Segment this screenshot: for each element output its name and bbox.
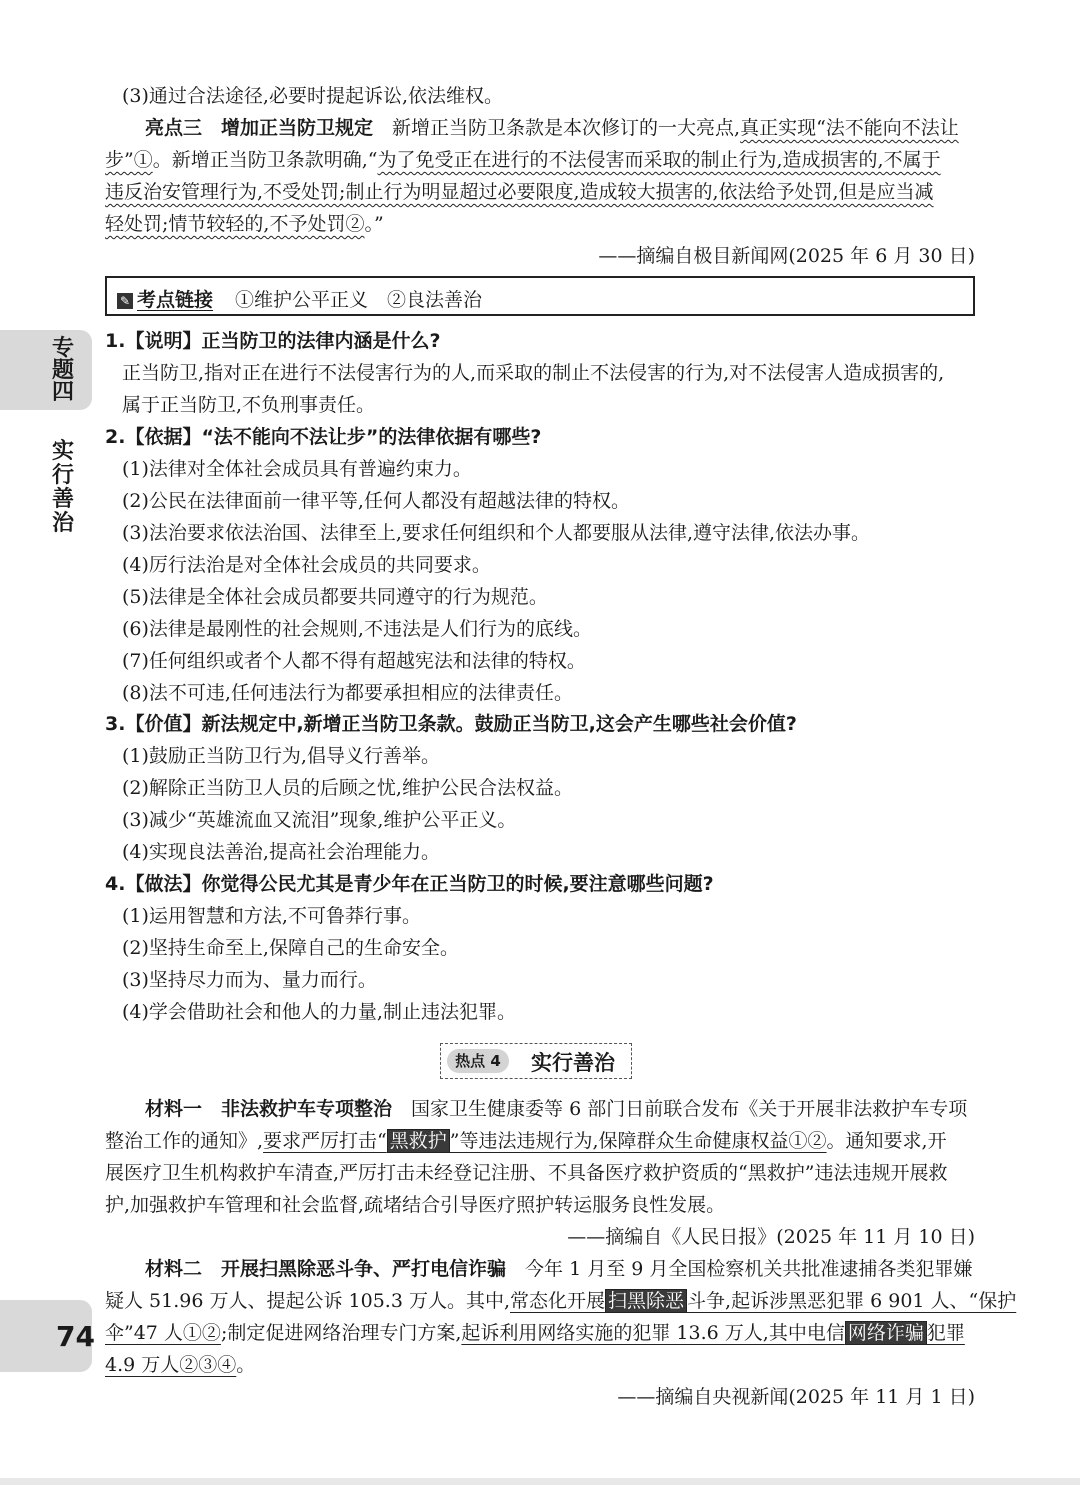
question-4-answer: (4)学会借助社会和他人的力量,制止违法犯罪。 <box>122 1001 516 1023</box>
highlight3-line2: 步”①。新增正当防卫条款明确,“为了免受正在进行的不法侵害而采取的制止行为,造成损害的,不属于 <box>105 149 941 171</box>
hot-point-title: 实行善治 <box>531 1051 615 1075</box>
question-2-answer: (3)法治要求依法治国、法律至上,要求任何组织和个人都要服从法律,遵守法律,依法办事。 <box>122 522 871 544</box>
highlight3-line1: 亮点三 增加正当防卫规定 新增正当防卫条款是本次修订的一大亮点,真正实现“法不能向不法让 <box>145 117 959 139</box>
question-4-answer: (1)运用智慧和方法,不可鲁莽行事。 <box>122 905 421 927</box>
question-2-answer: (5)法律是全体社会成员都要共同遵守的行为规范。 <box>122 586 548 608</box>
page-number: 74 <box>56 1320 95 1353</box>
highlight3-line3: 违反治安管理行为,不受处罚;制止行为明显超过必要限度,造成较大损害的,依法给予处罚,但是应当减 <box>105 181 934 203</box>
question-3-answer: (2)解除正当防卫人员的后顾之忧,维护公民合法权益。 <box>122 777 573 799</box>
material-1-source: ——摘编自《人民日报》(2025 年 11 月 10 日) <box>567 1226 975 1248</box>
highlighted-term: 扫黑除恶 <box>605 1289 687 1313</box>
question-1-answer-line: 正当防卫,指对正在进行不法侵害行为的人,而采取的制止不法侵害的行为,对不法侵害人造成损害的, <box>122 362 945 384</box>
question-3-answer: (1)鼓励正当防卫行为,倡导义行善举。 <box>122 745 440 767</box>
intro-item3: (3)通过合法途径,必要时提起诉讼,依法维权。 <box>122 85 503 107</box>
highlighted-term: 网络诈骗 <box>845 1321 927 1345</box>
material-1-title: 材料一 非法救护车专项整治 <box>145 1098 393 1120</box>
question-4-answer: (2)坚持生命至上,保障自己的生命安全。 <box>122 937 459 959</box>
material-1-line4: 护,加强救护车管理和社会监督,疏堵结合引导医疗照护转运服务良性发展。 <box>105 1194 726 1216</box>
highlighted-term: 黑救护 <box>387 1129 450 1153</box>
question-2-answer: (2)公民在法律面前一律平等,任何人都没有超越法律的特权。 <box>122 490 630 512</box>
hot-point-tag: 热点 4 <box>447 1049 509 1073</box>
page-bottom-edge <box>0 1478 1080 1485</box>
material-1-line3: 展医疗卫生机构救护车清查,严厉打击未经登记注册、不具备医疗救护资质的“黑救护”违法违规开展救 <box>105 1162 948 1184</box>
question-2-answer: (7)任何组织或者个人都不得有超越宪法和法律的特权。 <box>122 650 586 672</box>
question-1-answer-line: 属于正当防卫,不负刑事责任。 <box>122 394 376 416</box>
question-2-title: 2.【依据】“法不能向不法让步”的法律依据有哪些? <box>105 426 542 448</box>
material-2-line1: 材料二 开展扫黑除恶斗争、严打电信诈骗 今年 1 月至 9 月全国检察机关共批准逮捕各类犯罪嫌 <box>145 1258 973 1280</box>
pencil-icon: ✎ <box>117 293 133 309</box>
question-3-answer: (3)减少“英雄流血又流泪”现象,维护公平正义。 <box>122 809 517 831</box>
question-4-title: 4.【做法】你觉得公民尤其是青少年在正当防卫的时候,要注意哪些问题? <box>105 873 714 895</box>
question-2-answer: (1)法律对全体社会成员具有普遍约束力。 <box>122 458 472 480</box>
intro-source: ——摘编自极目新闻网(2025 年 6 月 30 日) <box>598 245 975 267</box>
question-3-title: 3.【价值】新法规定中,新增正当防卫条款。鼓励正当防卫,这会产生哪些社会价值? <box>105 713 797 735</box>
question-2-answer: (6)法律是最刚性的社会规则,不违法是人们行为的底线。 <box>122 618 592 640</box>
material-1-line1: 材料一 非法救护车专项整治 国家卫生健康委等 6 部门日前联合发布《关于开展非法救护车专项 <box>145 1098 968 1120</box>
exam-point-link-box <box>105 276 975 316</box>
topic-tab <box>0 330 92 410</box>
material-2-source: ——摘编自央视新闻(2025 年 11 月 1 日) <box>617 1386 975 1408</box>
question-2-answer: (8)法不可违,任何违法行为都要承担相应的法律责任。 <box>122 682 573 704</box>
question-1-title: 1.【说明】正当防卫的法律内涵是什么? <box>105 330 441 352</box>
question-4-answer: (3)坚持尽力而为、量力而行。 <box>122 969 377 991</box>
material-2-line4: 4.9 万人②③④。 <box>105 1354 256 1376</box>
material-2-line3: 伞”47 人①②;制定促进网络治理专门方案,起诉利用网络实施的犯罪 13.6 万人,其中电信 网络诈骗 犯罪 <box>105 1322 965 1344</box>
topic-label: 专 题 四 <box>51 336 74 405</box>
material-2-line2: 疑人 51.96 万人、提起公诉 105.3 万人。其中,常态化开展 扫黑除恶 斗争,起诉涉黑恶犯罪 6 901 人、“保护 <box>105 1290 1017 1312</box>
question-3-answer: (4)实现良法善治,提高社会治理能力。 <box>122 841 440 863</box>
exam-point-label: ✎ 考点链接 <box>117 285 213 312</box>
question-2-answer: (4)厉行法治是对全体社会成员的共同要求。 <box>122 554 491 576</box>
hot-point-header <box>440 1043 632 1079</box>
highlight3-title: 亮点三 增加正当防卫规定 <box>145 117 374 139</box>
material-2-title: 材料二 开展扫黑除恶斗争、严打电信诈骗 <box>145 1258 507 1280</box>
topic-name: 实 行 善 治 <box>51 439 74 536</box>
highlight3-line4: 轻处罚;情节较轻的,不予处罚②。” <box>105 213 384 235</box>
exam-point-items: ①维护公平正义 ②良法善治 <box>235 289 483 311</box>
material-1-line2: 整治工作的通知》,要求严厉打击“ 黑救护 ”等违法违规行为,保障群众生命健康权益①②。通知要求,开 <box>105 1130 947 1152</box>
